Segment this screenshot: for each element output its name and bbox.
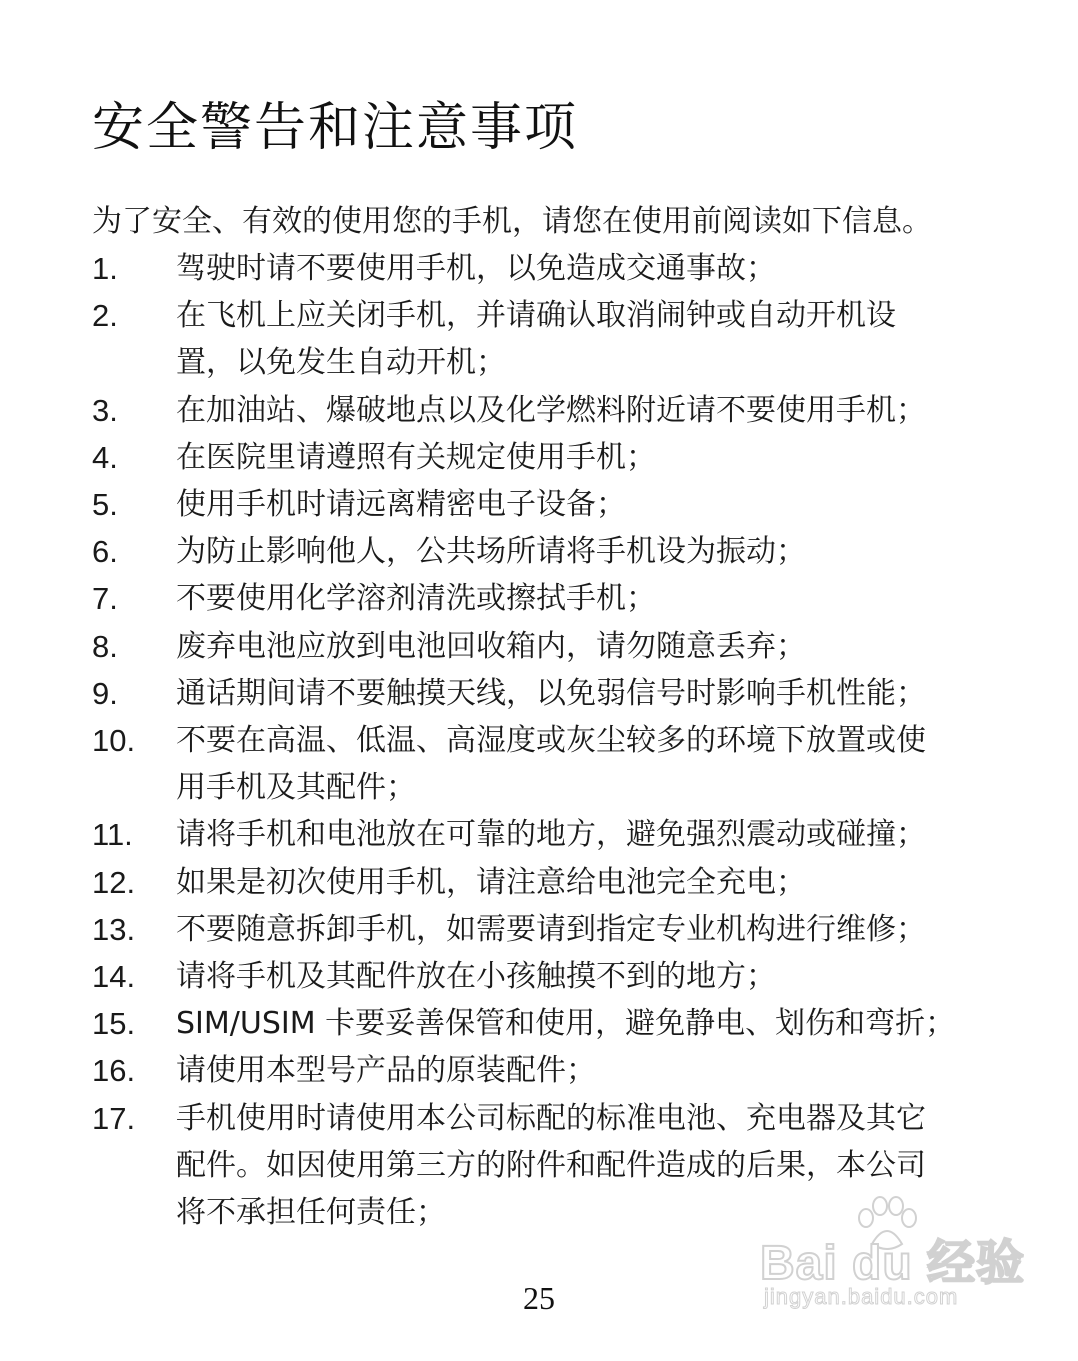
watermark-url: jingyan.baidu.com [764, 1284, 959, 1309]
list-item [92, 528, 992, 575]
list-item [92, 670, 992, 717]
list-item [92, 1000, 992, 1047]
list-item [92, 245, 992, 292]
list-item-text: 为防止影响他人，公共场所请将手机设为振动； [176, 534, 806, 570]
list-item-text: 请使用本型号产品的原装配件； [176, 1053, 596, 1089]
intro-paragraph: 为了安全、有效的使用您的手机，请您在使用前阅读如下信息。 [92, 204, 932, 239]
list-item-number: 12. [92, 864, 136, 900]
safety-list [92, 245, 992, 1236]
list-item [92, 434, 992, 481]
list-item-number: 14. [92, 959, 136, 995]
list-item-number: 5. [92, 487, 118, 523]
list-item-text: 请将手机和电池放在可靠的地方，避免强烈震动或碰撞； [176, 817, 926, 853]
list-item-text: 废弃电池应放到电池回收箱内，请勿随意丢弃； [176, 628, 806, 664]
list-item-text: 在医院里请遵照有关规定使用手机； [176, 439, 656, 475]
baidu-jingyan-watermark [760, 1196, 1026, 1326]
list-item [92, 292, 992, 386]
list-item-number: 6. [92, 534, 118, 570]
list-item-text: 在加油站、爆破地点以及化学燃料附近请不要使用手机； [176, 392, 926, 428]
list-item [92, 575, 992, 622]
list-item [92, 859, 992, 906]
list-item-number: 2. [92, 298, 118, 334]
list-item-text: 不要使用化学溶剂清洗或擦拭手机； [176, 581, 656, 617]
list-item [92, 481, 992, 528]
list-item [92, 717, 992, 811]
list-item-text: 不要在高温、低温、高湿度或灰尘较多的环境下放置或使 用手机及其配件； [176, 723, 926, 806]
list-item-number: 4. [92, 439, 118, 475]
list-item-text: 请将手机及其配件放在小孩触摸不到的地方； [176, 959, 776, 995]
list-item-text: 如果是初次使用手机，请注意给电池完全充电； [176, 864, 806, 900]
watermark-logo-text: Bai du 经验 [760, 1237, 1026, 1290]
list-item-text: SIM/USIM 卡要妥善保管和使用，避免静电、划伤和弯折； [176, 1006, 956, 1042]
list-item [92, 811, 992, 858]
list-item-number: 8. [92, 628, 118, 664]
page-number: 25 [523, 1280, 555, 1316]
list-item [92, 1047, 992, 1094]
list-item [92, 953, 992, 1000]
list-item-number: 11. [92, 817, 133, 853]
list-item-text: 不要随意拆卸手机，如需要请到指定专业机构进行维修； [176, 911, 926, 947]
list-item-number: 3. [92, 392, 118, 428]
list-item-number: 10. [92, 723, 136, 759]
list-item-text: 在飞机上应关闭手机，并请确认取消闹钟或自动开机设 置，以免发生自动开机； [176, 298, 896, 381]
list-item-number: 13. [92, 911, 136, 947]
list-item [92, 623, 992, 670]
list-item-number: 17. [92, 1100, 136, 1136]
list-item-text: 驾驶时请不要使用手机，以免造成交通事故； [176, 251, 776, 286]
page-title: 安全警告和注意事项 [92, 98, 579, 158]
list-item-text: 通话期间请不要触摸天线，以免弱信号时影响手机性能； [176, 675, 926, 711]
list-item-number: 15. [92, 1006, 136, 1042]
list-item-number: 16. [92, 1053, 136, 1089]
list-item-number: 9. [92, 675, 118, 711]
list-item [92, 387, 992, 434]
list-item-text: 使用手机时请远离精密电子设备； [176, 487, 626, 523]
list-item-text: 手机使用时请使用本公司标配的标准电池、充电器及其它 配件。如因使用第三方的附件和配件造成的后果，本公司 将不承担任何责任； [176, 1100, 926, 1231]
list-item [92, 906, 992, 953]
list-item-number: 1. [92, 251, 118, 286]
list-item-number: 7. [92, 581, 118, 617]
